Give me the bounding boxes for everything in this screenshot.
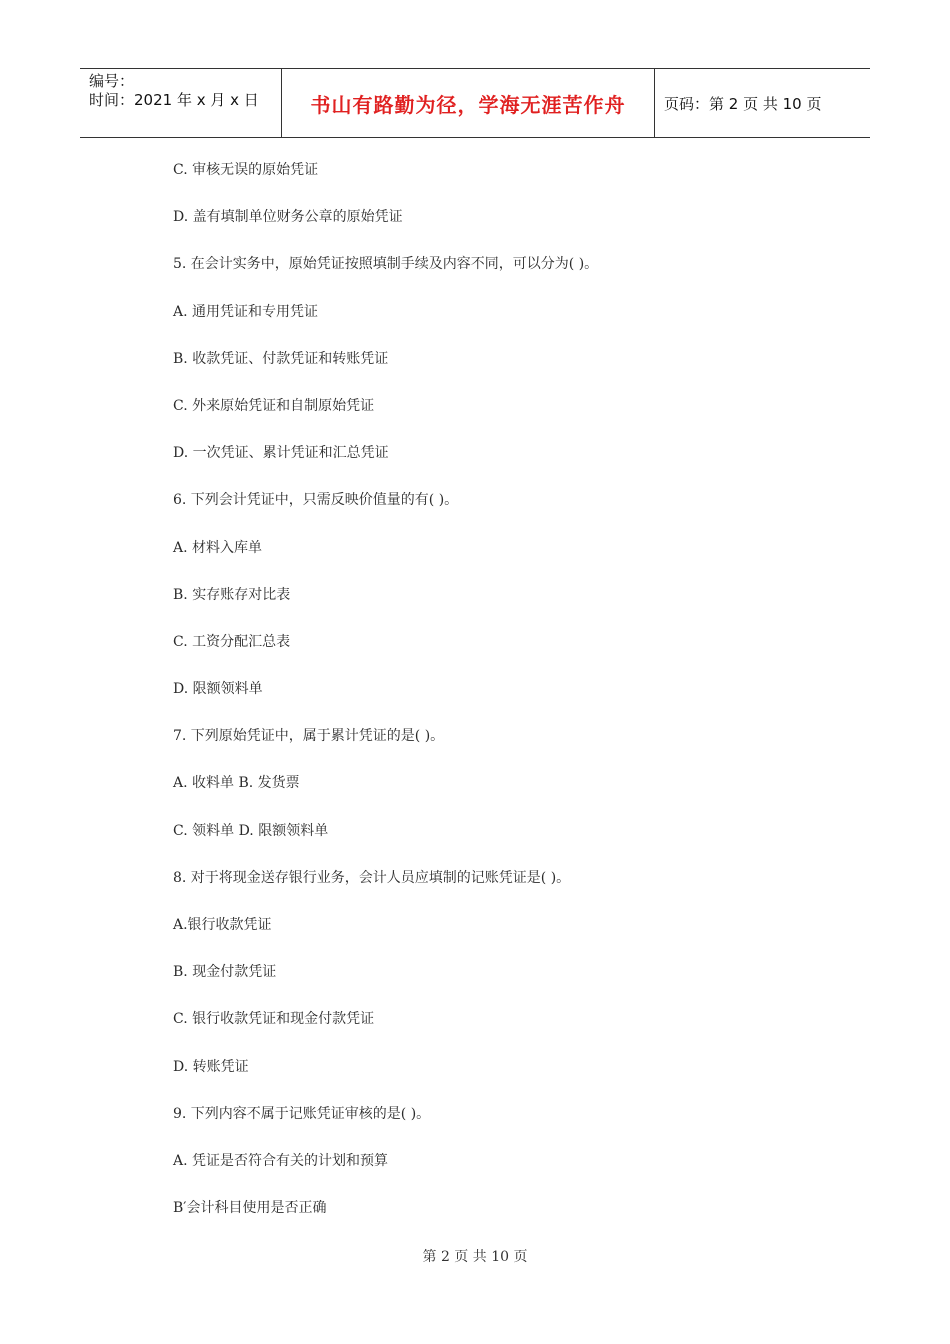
page-header	[80, 68, 870, 138]
option-line: C. 外来原始凭证和自制原始凭证	[173, 397, 375, 414]
page-number-label: 页码：第 2 页 共 10 页	[664, 94, 822, 113]
header-middle-cell	[282, 69, 655, 137]
header-motto: 书山有路勤为径，学海无涯苦作舟	[310, 92, 626, 117]
option-line: A. 通用凭证和专用凭证	[173, 303, 319, 320]
option-line: C. 领料单 D. 限额领料单	[173, 822, 329, 839]
question-line: 6. 下列会计凭证中，只需反映价值量的有( )。	[173, 492, 459, 509]
option-line: A.银行收款凭证	[173, 917, 272, 933]
header-left-cell	[80, 69, 282, 137]
question-line: 5. 在会计实务中，原始凭证按照填制手续及内容不同，可以分为( )。	[173, 256, 599, 273]
option-line: C. 工资分配汇总表	[173, 633, 291, 650]
header-right-cell	[655, 69, 870, 137]
question-line: 7. 下列原始凭证中，属于累计凭证的是( )。	[173, 728, 445, 745]
question-line: 8. 对于将现金送存银行业务，会计人员应填制的记账凭证是( )。	[173, 869, 571, 886]
option-line: B. 收款凭证、付款凭证和转账凭证	[173, 350, 389, 367]
document-body	[173, 158, 793, 1243]
option-line: C. 银行收款凭证和现金付款凭证	[173, 1011, 375, 1028]
document-time-label: 时间：2021 年 x 月 x 日	[89, 91, 259, 109]
option-line: A. 凭证是否符合有关的计划和预算	[173, 1152, 389, 1169]
page-footer: 第 2 页 共 10 页	[422, 1249, 528, 1265]
document-number-label: 编号：	[89, 72, 135, 90]
text-line: C. 审核无误的原始凭证	[173, 162, 319, 178]
option-line: D. 一次凭证、累计凭证和汇总凭证	[173, 445, 389, 462]
option-line: A. 材料入库单	[173, 539, 263, 556]
option-line: B. 实存账存对比表	[173, 586, 291, 603]
option-line: B′会计科目使用是否正确	[173, 1200, 327, 1217]
option-line: D. 限额领料单	[173, 681, 263, 698]
text-line: D. 盖有填制单位财务公章的原始凭证	[173, 209, 403, 226]
option-line: A. 收料单 B. 发货票	[173, 775, 300, 792]
question-line: 9. 下列内容不属于记账凭证审核的是( )。	[173, 1105, 431, 1122]
option-line: B. 现金付款凭证	[173, 964, 277, 981]
option-line: D. 转账凭证	[173, 1058, 249, 1075]
